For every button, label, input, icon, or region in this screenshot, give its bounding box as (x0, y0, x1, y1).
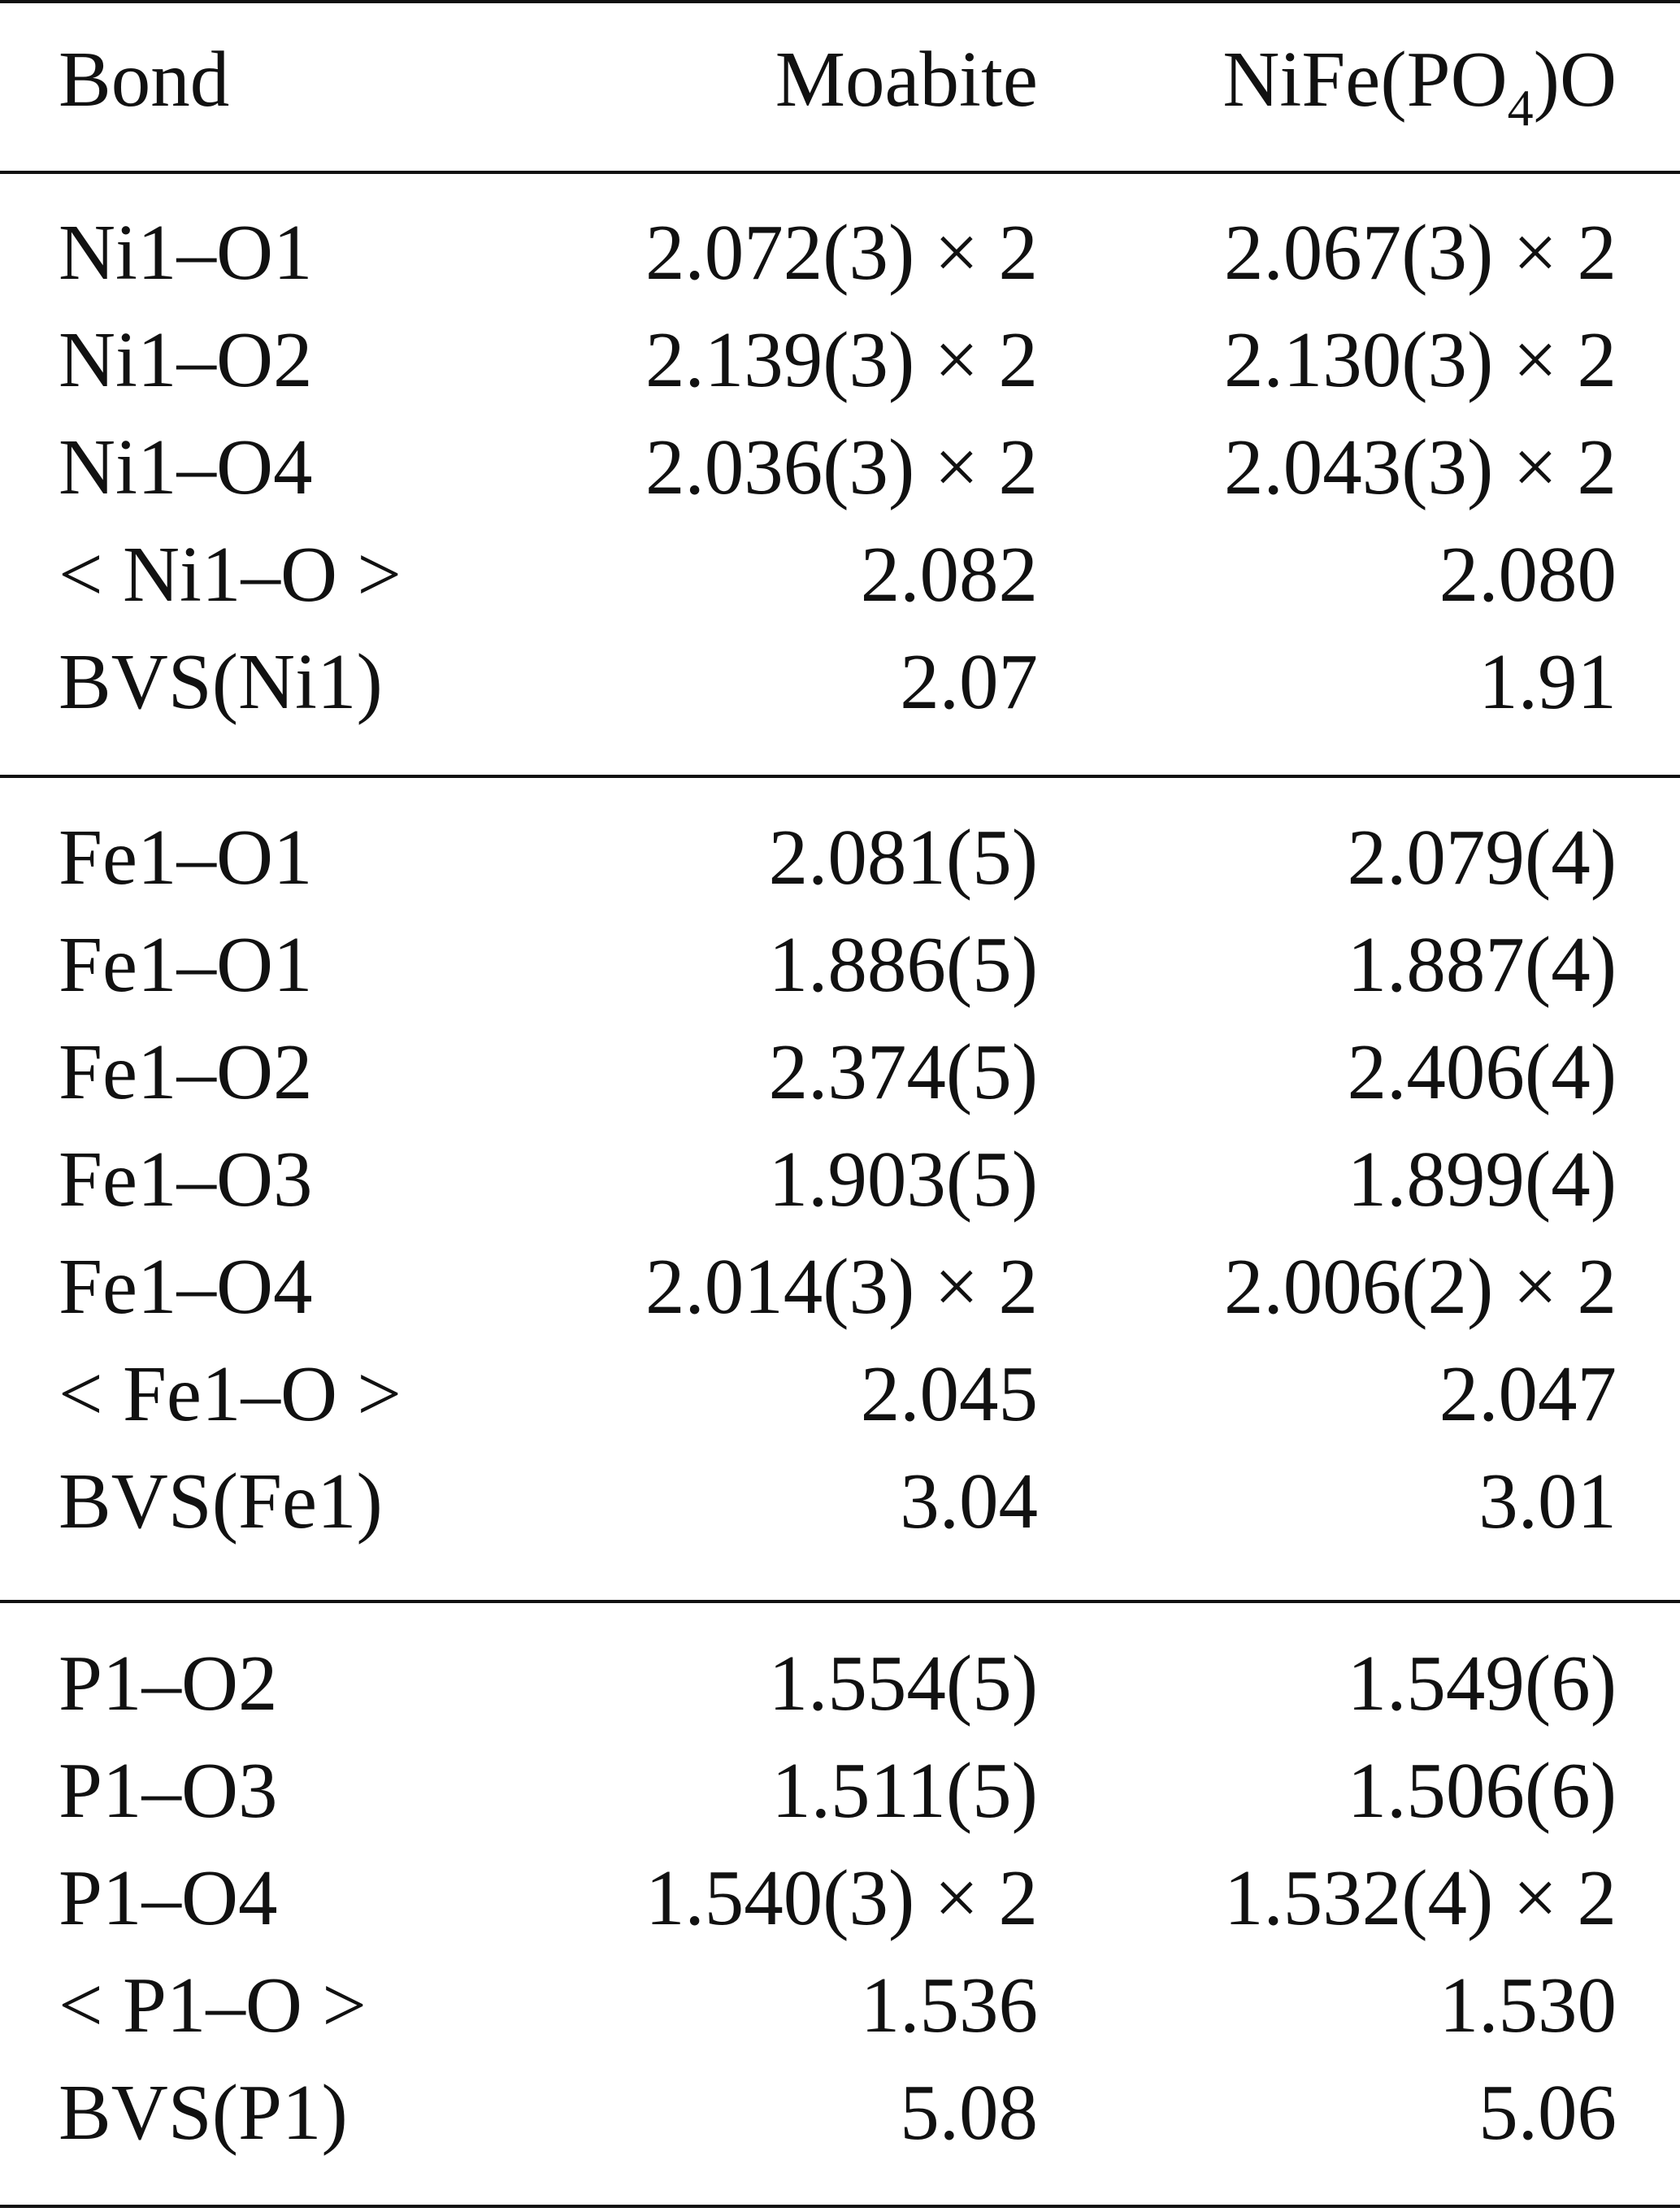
nifepo4o-cell: 2.047 (1439, 1350, 1617, 1437)
moabite-cell: 1.886(5) (768, 921, 1038, 1008)
moabite-cell: 2.036(3) × 2 (645, 424, 1038, 511)
header-nifepo4o (1222, 26, 1617, 137)
table-row (0, 911, 1680, 1019)
bond-cell: Ni1–O4 (59, 424, 313, 511)
table-row (0, 2059, 1680, 2166)
bond-cell: BVS(Ni1) (59, 638, 383, 725)
nifepo4o-cell: 2.406(4) (1347, 1028, 1617, 1115)
nifepo4o-cell: 5.06 (1478, 2069, 1617, 2156)
nifepo4o-cell: 2.130(3) × 2 (1223, 316, 1617, 403)
header-nife-subscript: 4 (1507, 79, 1534, 137)
nifepo4o-cell: 1.506(6) (1347, 1747, 1617, 1834)
bond-cell: < Fe1–O > (59, 1350, 402, 1437)
table-row (0, 1126, 1680, 1233)
moabite-cell: 2.014(3) × 2 (645, 1243, 1038, 1330)
nifepo4o-cell: 1.549(6) (1347, 1640, 1617, 1727)
table-row (0, 1952, 1680, 2059)
nifepo4o-cell: 2.043(3) × 2 (1223, 424, 1617, 511)
bond-cell: P1–O2 (59, 1640, 278, 1727)
nifepo4o-cell: 2.080 (1439, 531, 1617, 618)
table-row (0, 521, 1680, 628)
moabite-cell: 1.536 (860, 1962, 1038, 2049)
bond-cell: Fe1–O4 (59, 1243, 313, 1330)
moabite-cell: 1.554(5) (768, 1640, 1038, 1727)
bond-cell: P1–O4 (59, 1854, 278, 1941)
bond-cell: BVS(Fe1) (59, 1458, 383, 1545)
bond-cell: Ni1–O2 (59, 316, 313, 403)
table-row (0, 804, 1680, 911)
nifepo4o-cell: 1.899(4) (1347, 1136, 1617, 1223)
top-rule (0, 0, 1680, 3)
header-nife-prefix: NiFe(PO (1222, 36, 1508, 123)
bond-cell: Ni1–O1 (59, 209, 313, 296)
table-row (0, 1341, 1680, 1448)
bond-cell: < Ni1–O > (59, 531, 402, 618)
nifepo4o-cell: 1.530 (1439, 1962, 1617, 2049)
table-row (0, 1630, 1680, 1737)
table-row (0, 1845, 1680, 1952)
bond-cell: Fe1–O1 (59, 921, 313, 1008)
section-rule-p (0, 1600, 1680, 1603)
moabite-cell: 5.08 (900, 2069, 1038, 2156)
moabite-cell: 1.511(5) (771, 1747, 1038, 1834)
moabite-cell: 2.082 (860, 531, 1038, 618)
bottom-rule (0, 2205, 1680, 2208)
moabite-cell: 2.081(5) (768, 814, 1038, 901)
moabite-cell: 2.072(3) × 2 (645, 209, 1038, 296)
header-row (0, 26, 1680, 137)
bond-cell: Fe1–O2 (59, 1028, 313, 1115)
nifepo4o-cell: 2.079(4) (1347, 814, 1617, 901)
moabite-cell: 2.139(3) × 2 (645, 316, 1038, 403)
moabite-cell: 1.903(5) (768, 1136, 1038, 1223)
nifepo4o-cell: 1.887(4) (1347, 921, 1617, 1008)
bond-cell: < P1–O > (59, 1962, 367, 2049)
bond-cell: Fe1–O1 (59, 814, 313, 901)
header-rule (0, 171, 1680, 174)
table-row (0, 306, 1680, 414)
moabite-cell: 2.07 (900, 638, 1038, 725)
header-moabite: Moabite (775, 36, 1038, 123)
table-row (0, 628, 1680, 736)
nifepo4o-cell: 2.067(3) × 2 (1223, 209, 1617, 296)
moabite-cell: 3.04 (900, 1458, 1038, 1545)
nifepo4o-cell: 1.91 (1478, 638, 1617, 725)
nifepo4o-cell: 3.01 (1478, 1458, 1617, 1545)
moabite-cell: 1.540(3) × 2 (645, 1854, 1038, 1941)
table-row (0, 1233, 1680, 1341)
table-row (0, 199, 1680, 306)
table-row (0, 414, 1680, 521)
bond-cell: BVS(P1) (59, 2069, 348, 2156)
bond-cell: Fe1–O3 (59, 1136, 313, 1223)
bond-cell: P1–O3 (59, 1747, 278, 1834)
section-rule-fe (0, 775, 1680, 778)
table-row (0, 1448, 1680, 1555)
header-nife-suffix: )O (1533, 36, 1617, 123)
header-bond: Bond (59, 36, 230, 123)
table-row (0, 1019, 1680, 1126)
nifepo4o-cell: 1.532(4) × 2 (1223, 1854, 1617, 1941)
moabite-cell: 2.045 (860, 1350, 1038, 1437)
moabite-cell: 2.374(5) (768, 1028, 1038, 1115)
nifepo4o-cell: 2.006(2) × 2 (1223, 1243, 1617, 1330)
table-row (0, 1737, 1680, 1845)
